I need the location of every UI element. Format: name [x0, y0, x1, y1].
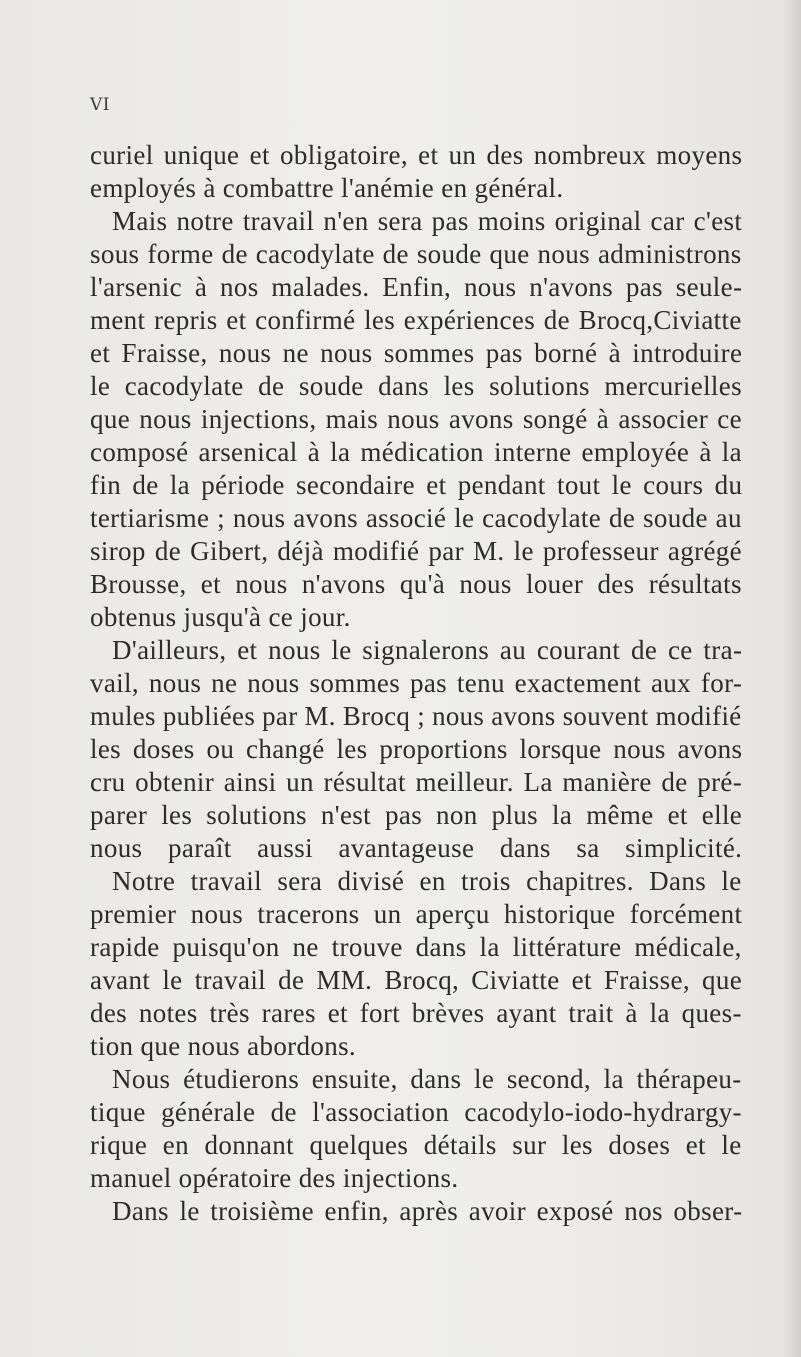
text-line: et Fraisse, nous ne nous sommes pas borné à introduire	[90, 338, 743, 368]
text-line: tertiarisme ; nous avons associé le cacodylate de soude au	[90, 503, 742, 533]
text-line: les doses ou changé les proportions lorsque nous avons	[90, 734, 743, 764]
text-line: cru obtenir ainsi un résultat meilleur. La manière de pré-	[90, 767, 743, 797]
text-line: l'arsenic à nos malades. Enfin, nous n'avons pas seule-	[90, 272, 743, 302]
text-line: parer les solutions n'est pas non plus la même et elle	[90, 800, 743, 830]
text-line: sous forme de cacodylate de soude que nous administrons	[90, 239, 742, 269]
text-line: fin de la période secondaire et pendant tout le cours du	[90, 470, 743, 500]
text-line: Notre travail sera divisé en trois chapitres. Dans le	[112, 866, 742, 896]
text-line: manuel opératoire des injections.	[90, 1163, 459, 1193]
text-line: Nous étudierons ensuite, dans le second, la thérapeu-	[112, 1064, 742, 1094]
text-line: employés à combattre l'anémie en général.	[90, 173, 564, 203]
text-line: des notes très rares et fort brèves ayant trait à la ques-	[90, 998, 742, 1028]
text-line: Dans le troisième enfin, après avoir exposé nos obser-	[112, 1196, 743, 1226]
text-line: curiel unique et obligatoire, et un des nombreux moyens	[90, 140, 743, 170]
text-line: vail, nous ne nous sommes pas tenu exactement aux for-	[90, 668, 743, 698]
text-line: premier nous tracerons un aperçu historique forcément	[90, 899, 743, 929]
text-line: sirop de Gibert, déjà modifié par M. le professeur agrégé	[90, 536, 742, 566]
text-line: Mais notre travail n'en sera pas moins original car c'est	[112, 206, 743, 236]
text-line: obtenus jusqu'à ce jour.	[90, 602, 351, 632]
text-line: ment repris et confirmé les expériences de Brocq,Civiatte	[90, 305, 742, 335]
text-line: D'ailleurs, et nous le signalerons au courant de ce tra-	[112, 635, 743, 665]
text-line: composé arsenical à la médication interne employée à la	[90, 437, 742, 467]
text-line: le cacodylate de soude dans les solutions mercurielles	[90, 371, 742, 401]
text-line: tique générale de l'association cacodylo-iodo-hydrargy-	[90, 1097, 742, 1127]
text-line: rapide puisqu'on ne trouve dans la littérature médicale,	[90, 932, 742, 962]
page-number: VI	[90, 95, 110, 115]
text-line: avant le travail de MM. Brocq, Civiatte et Fraisse, que	[90, 965, 743, 995]
text-line: que nous injections, mais nous avons songé à associer ce	[90, 404, 742, 434]
text-line: nous paraît aussi avantageuse dans sa simplicité.	[90, 833, 743, 863]
page-edge-shadow	[783, 0, 801, 1357]
text-line: mules publiées par M. Brocq ; nous avons souvent modifié	[90, 701, 742, 731]
text-line: Brousse, et nous n'avons qu'à nous louer des résultats	[90, 569, 742, 599]
text-line: rique en donnant quelques détails sur les doses et le	[90, 1130, 742, 1160]
text-line: tion que nous abordons.	[90, 1031, 357, 1061]
